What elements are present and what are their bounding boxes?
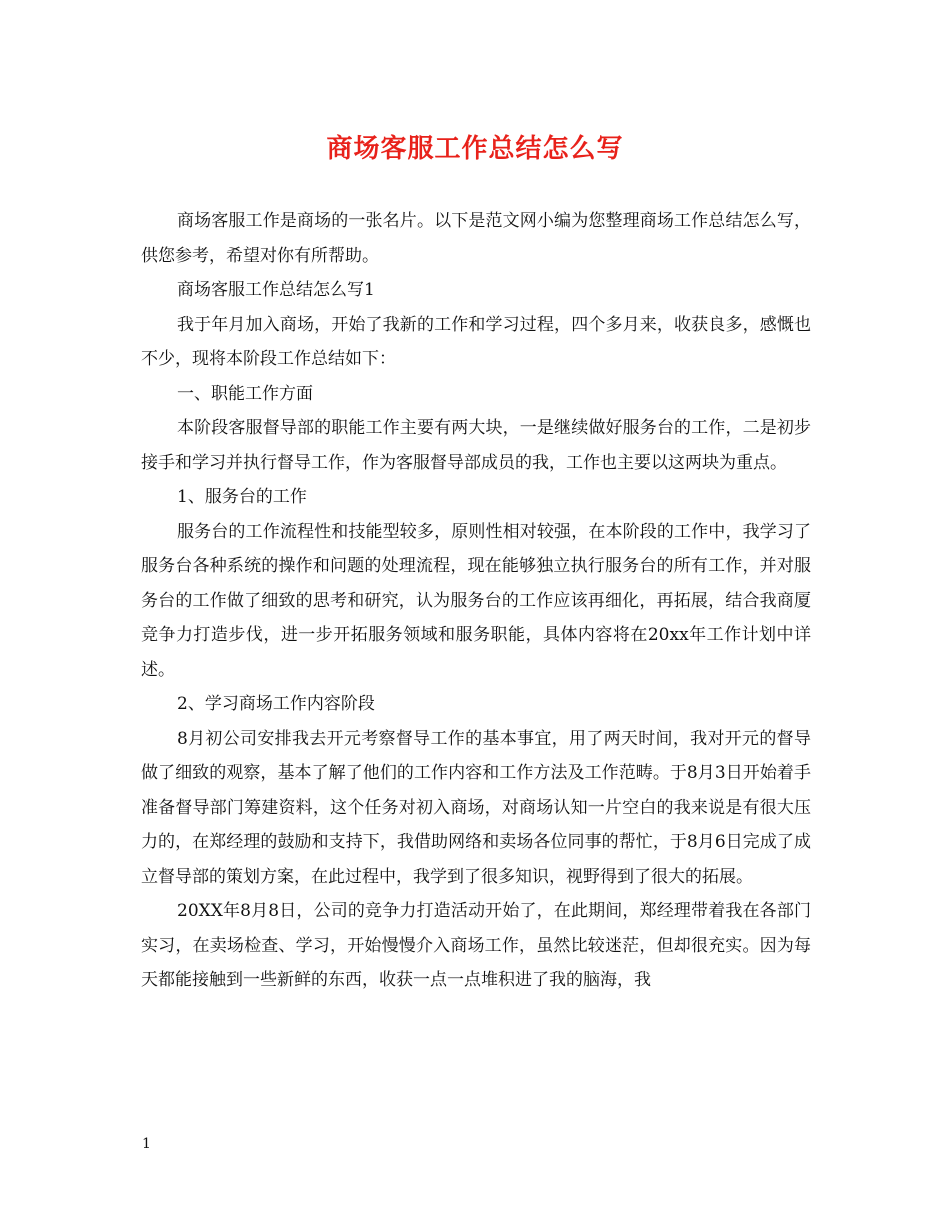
paragraph-intro: 商场客服工作是商场的一张名片。以下是范文网小编为您整理商场工作总结怎么写，供您参考，希望对你有所帮助。 — [141, 211, 811, 266]
paragraph-joining: 我于年月加入商场，开始了我新的工作和学习过程，四个多月来，收获良多，感慨也不少，现将本阶段工作总结如下： — [141, 314, 811, 369]
paragraph-competition: 20XX年8月8日，公司的竞争力打造活动开始了，在此期间，郑经理带着我在各部门实习，在卖场检查、学习，开始慢慢介入商场工作，虽然比较迷茫，但却很充实。因为每天都能接触到一些新鲜的东西，收获一点一点堆积进了我的脑海，我 — [141, 901, 811, 990]
paragraph-duties: 本阶段客服督导部的职能工作主要有两大块，一是继续做好服务台的工作，二是初步接手和学习并执行督导工作，作为客服督导部成员的我，工作也主要以这两块为重点。 — [141, 418, 811, 473]
subheading-learning: 2、学习商场工作内容阶段 — [177, 694, 375, 714]
paragraph-learning: 8月初公司安排我去开元考察督导工作的基本事宜，用了两天时间，我对开元的督导做了细致的观察，基本了解了他们的工作内容和工作方法及工作范畴。于8月3日开始着手准备督导部门筹建资料，这个任务对初入商场，对商场认知一片空白的我来说是有很大压力的，在郑经理的鼓励和支持下，我借助网络和卖场各位同事的帮忙，于8月6日完成了成立督导部的策划方案，在此过程中，我学到了很多知识，视野得到了很大的拓展。 — [141, 728, 811, 887]
document-body — [141, 204, 811, 998]
section-heading-summary-1: 商场客服工作总结怎么写1 — [177, 280, 375, 300]
section-heading-duties: 一、职能工作方面 — [177, 383, 313, 404]
document-title: 商场客服工作总结怎么写 — [326, 134, 624, 164]
page-number: 1 — [142, 1136, 151, 1152]
subheading-service-desk: 1、服务台的工作 — [177, 487, 307, 507]
paragraph-service-desk: 服务台的工作流程性和技能型较多，原则性相对较强，在本阶段的工作中，我学习了服务台各种系统的操作和问题的处理流程，现在能够独立执行服务台的所有工作，并对服务台的工作做了细致的思考和研究，认为服务台的工作应该再细化，再拓展，结合我商厦竞争力打造步伐，进一步开拓服务领域和服务职能，具体内容将在20xx年工作计划中详述。 — [141, 521, 811, 680]
